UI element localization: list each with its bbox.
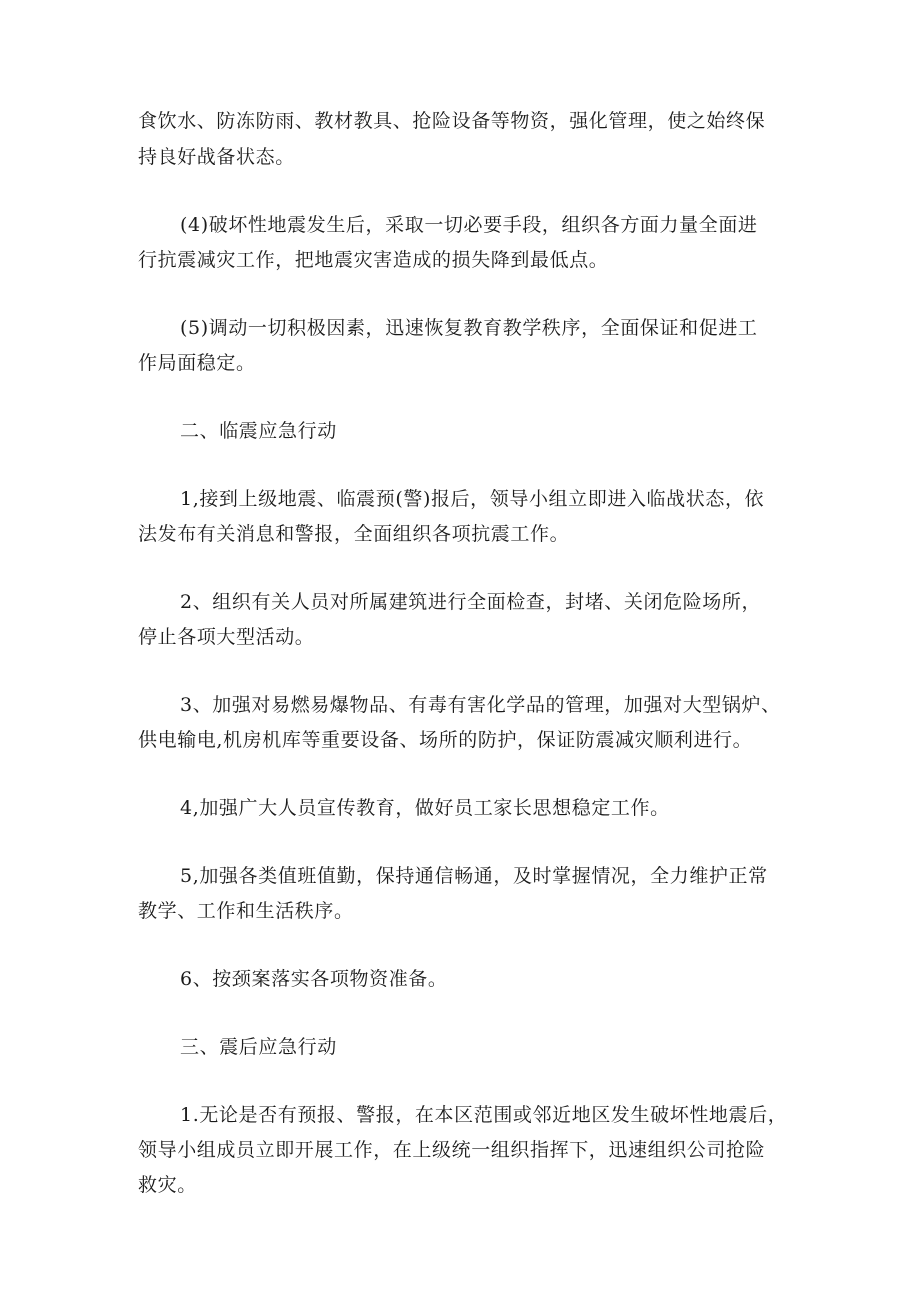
paragraph-line: 停止各项大型活动。: [138, 626, 315, 648]
paragraph-line: 食饮水、防冻防雨、教材教具、抢险设备等物资，强化管理，使之始终保: [138, 110, 766, 132]
paragraph-line: 领导小组成员立即开展工作，在上级统一组织指挥下，迅速组织公司抢险: [138, 1139, 766, 1161]
paragraph-line: 法发布有关消息和警报，全面组织各项抗震工作。: [138, 523, 570, 545]
section-heading: 二、临震应急行动: [180, 420, 337, 442]
paragraph-line: 2、组织有关人员对所属建筑进行全面检查，封堵、关闭危险场所，: [180, 591, 762, 613]
paragraph-line: 6、按颈案落实各项物资准备。: [180, 968, 448, 990]
paragraph-line: 供电输电,机房机库等重要设备、场所的防护，保证防震减灾顺利进行。: [138, 729, 753, 751]
paragraph-line: 行抗震减灾工作，把地震灾害造成的损失降到最低点。: [138, 249, 609, 271]
paragraph-line: (4)破坏性地震发生后，采取一切必要手段，组织各方面力量全面进: [180, 214, 758, 236]
paragraph-line: (5)调动一切积极因素，迅速恢复教育教学秩序，全面保证和促进工: [180, 317, 758, 339]
paragraph-line: 教学、工作和生活秩序。: [138, 900, 354, 922]
section-heading: 三、震后应急行动: [180, 1036, 337, 1058]
paragraph-line: 5,加强各类值班值勤，保持通信畅通，及时掌握情况，全力维护正常: [180, 865, 768, 887]
paragraph-line: 3、加强对易燃易爆物品、有毒有害化学品的管理，加强对大型锅炉、: [180, 694, 781, 716]
paragraph-line: 救灾。: [138, 1174, 197, 1196]
paragraph-line: 1,接到上级地震、临震预(警)报后，领导小组立即进入临战状态，依: [180, 488, 765, 510]
paragraph-line: 4,加强广大人员宣传教育，做好员工家长思想稳定工作。: [180, 797, 670, 819]
paragraph-line: 1.无论是否有预报、警报，在本区范围或邻近地区发生破坏性地震后，: [180, 1104, 788, 1126]
paragraph-line: 持良好战备状态。: [138, 146, 295, 168]
paragraph-line: 作局面稳定。: [138, 352, 256, 374]
